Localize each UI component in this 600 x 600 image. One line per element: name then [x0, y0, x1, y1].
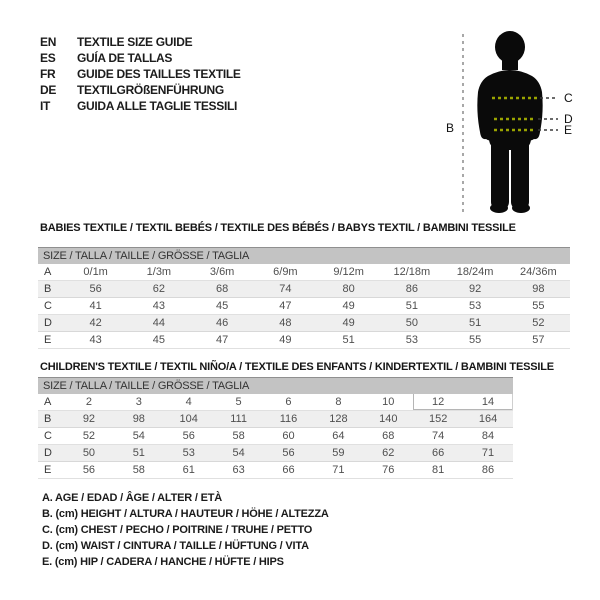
table-cell: 56: [182, 430, 195, 442]
table-cell: 47: [279, 300, 292, 312]
table-cell: 68: [382, 430, 395, 442]
table-cell: 14: [463, 394, 513, 410]
table-cell: 52: [82, 430, 96, 442]
table-cell: 48: [279, 317, 292, 329]
row-label: A: [44, 396, 52, 408]
child-silhouette-figure: [436, 20, 600, 220]
table-cell: 42: [89, 317, 102, 329]
row-label: E: [44, 334, 52, 346]
table-cell: 54: [132, 430, 145, 442]
table-cell: 53: [405, 334, 418, 346]
table-cell: 47: [216, 334, 229, 346]
table-cell: 53: [469, 300, 482, 312]
table-cell: 6: [285, 396, 292, 408]
table-cell: 3: [135, 396, 142, 408]
table-cell: 66: [282, 464, 295, 476]
table-cell: 49: [342, 300, 355, 312]
table-cell: 111: [230, 413, 247, 425]
table-cell: 66: [432, 447, 445, 459]
language-row: [40, 34, 241, 50]
language-title: GUIDE DES TAILLES TEXTILE: [77, 67, 241, 81]
table-row-E: [38, 462, 513, 479]
table-cell: 56: [282, 447, 295, 459]
row-label: D: [44, 447, 52, 459]
table-cell: 71: [481, 447, 495, 459]
table-cell: 86: [405, 283, 418, 295]
size-header-row: SIZE / TALLA / TAILLE / GRÖSSE / TAGLIA: [38, 247, 570, 264]
table-cell: 18/24m: [456, 266, 494, 278]
table-row-D: [38, 315, 570, 332]
row-label: C: [44, 300, 52, 312]
language-title: GUÍA DE TALLAS: [77, 51, 173, 65]
table-cell: 86: [481, 464, 495, 476]
hip-label: E: [564, 123, 573, 137]
child-silhouette: [477, 31, 542, 213]
table-cell: 5: [235, 396, 242, 408]
table-cell: 58: [132, 464, 145, 476]
table-cell: 55: [469, 334, 482, 346]
table-cell: 12: [413, 394, 463, 410]
size-header-row: SIZE / TALLA / TAILLE / GRÖSSE / TAGLIA: [38, 377, 513, 394]
table-cell: 62: [382, 447, 395, 459]
children-table-title: CHILDREN'S TEXTILE / TEXTIL NIÑO/A / TEXTILE DES ENFANTS / KINDERTEXTIL / BAMBINI TESSILE: [40, 361, 554, 373]
table-cell: 57: [532, 334, 545, 346]
table-cell: 50: [405, 317, 418, 329]
table-cell: 71: [332, 464, 345, 476]
table-cell: 58: [232, 430, 245, 442]
language-code: ES: [40, 51, 56, 65]
table-cell: 61: [182, 464, 195, 476]
table-row-E: [38, 332, 570, 349]
table-cell: 92: [469, 283, 482, 295]
table-cell: 63: [232, 464, 245, 476]
table-cell: 46: [216, 317, 229, 329]
table-cell: 1/3m: [146, 266, 172, 278]
language-title: TEXTILGRÖßENFÜHRUNG: [77, 83, 224, 97]
table-cell: 24/36m: [520, 266, 557, 278]
table-cell: 9/12m: [333, 266, 364, 278]
row-label: A: [44, 266, 52, 278]
language-title: TEXTILE SIZE GUIDE: [77, 35, 193, 49]
table-cell: 52: [532, 317, 545, 329]
legend-item: C. (cm) CHEST / PECHO / POITRINE / TRUHE / PETTO: [42, 524, 313, 536]
height-label: B: [446, 121, 455, 135]
row-label: B: [44, 283, 52, 295]
table-cell: 6/9m: [273, 266, 298, 278]
table-cell: 60: [282, 430, 295, 442]
table-cell: 45: [152, 334, 165, 346]
language-row: [40, 50, 241, 66]
table-cell: 8: [335, 396, 342, 408]
table-cell: 62: [152, 283, 165, 295]
legend-item: D. (cm) WAIST / CINTURA / TAILLE / HÜFTUNG / VITA: [42, 540, 309, 552]
table-cell: 92: [82, 413, 96, 425]
babies-size-table: [38, 247, 570, 349]
legend-item: B. (cm) HEIGHT / ALTURA / HAUTEUR / HÖHE / ALTEZZA: [42, 508, 329, 520]
table-cell: 84: [481, 430, 495, 442]
babies-table-title: BABIES TEXTILE / TEXTIL BEBÉS / TEXTILE DES BÉBÉS / BABYS TEXTIL / BAMBINI TESSILE: [40, 222, 516, 234]
row-label: C: [44, 430, 52, 442]
measurement-legend: [42, 490, 329, 570]
chest-label: C: [564, 91, 573, 105]
row-label: E: [44, 464, 52, 476]
table-cell: 80: [342, 283, 355, 295]
table-row-A: [38, 264, 570, 281]
table-row-A: [38, 394, 513, 411]
row-label: D: [44, 317, 52, 329]
table-cell: 104: [179, 413, 198, 425]
language-code: EN: [40, 35, 57, 49]
table-cell: 51: [132, 447, 145, 459]
language-row: [40, 98, 241, 114]
table-cell: 43: [152, 300, 165, 312]
table-cell: 54: [232, 447, 245, 459]
language-code: IT: [40, 99, 51, 113]
language-row: [40, 66, 241, 82]
waist-label: D: [564, 112, 573, 126]
table-cell: 68: [216, 283, 229, 295]
table-cell: 81: [432, 464, 445, 476]
table-row-C: [38, 428, 513, 445]
table-cell: 51: [342, 334, 355, 346]
table-cell: 74: [279, 283, 292, 295]
language-code: DE: [40, 83, 57, 97]
table-row-D: [38, 445, 513, 462]
legend-item: E. (cm) HIP / CADERA / HANCHE / HÜFTE / HIPS: [42, 556, 284, 568]
table-cell: 41: [89, 300, 102, 312]
table-cell: 140: [379, 413, 398, 425]
table-cell: 51: [405, 300, 418, 312]
table-cell: 4: [185, 396, 192, 408]
child-silhouette-svg: [436, 20, 600, 220]
children-size-table: [38, 377, 513, 479]
table-cell: 64: [332, 430, 345, 442]
table-cell: 98: [132, 413, 145, 425]
table-cell: 56: [82, 464, 96, 476]
language-title: GUIDA ALLE TAGLIE TESSILI: [77, 99, 238, 113]
table-row-B: [38, 411, 513, 428]
table-row-C: [38, 298, 570, 315]
table-cell: 76: [382, 464, 395, 476]
table-cell: 74: [432, 430, 445, 442]
table-cell: 43: [89, 334, 102, 346]
table-cell: 56: [89, 283, 102, 295]
table-cell: 152: [428, 413, 448, 425]
legend-item: A. AGE / EDAD / ÂGE / ALTER / ETÀ: [42, 492, 223, 504]
table-cell: 49: [342, 317, 355, 329]
table-cell: 50: [82, 447, 96, 459]
table-cell: 45: [216, 300, 229, 312]
table-cell: 53: [182, 447, 195, 459]
table-cell: 98: [532, 283, 545, 295]
table-row-B: [38, 281, 570, 298]
table-cell: 116: [279, 413, 298, 425]
language-row: [40, 82, 241, 98]
table-cell: 12/18m: [393, 266, 431, 278]
table-cell: 128: [329, 413, 348, 425]
table-cell: 10: [382, 396, 395, 408]
language-title-list: [40, 34, 241, 114]
table-cell: 44: [152, 317, 165, 329]
table-cell: 51: [469, 317, 482, 329]
table-cell: 164: [478, 413, 498, 425]
table-cell: 2: [85, 396, 92, 408]
table-cell: 0/1m: [83, 266, 108, 278]
table-cell: 49: [279, 334, 292, 346]
language-code: FR: [40, 67, 56, 81]
table-cell: 3/6m: [209, 266, 235, 278]
table-cell: 55: [532, 300, 545, 312]
table-cell: 59: [332, 447, 345, 459]
row-label: B: [44, 413, 52, 425]
